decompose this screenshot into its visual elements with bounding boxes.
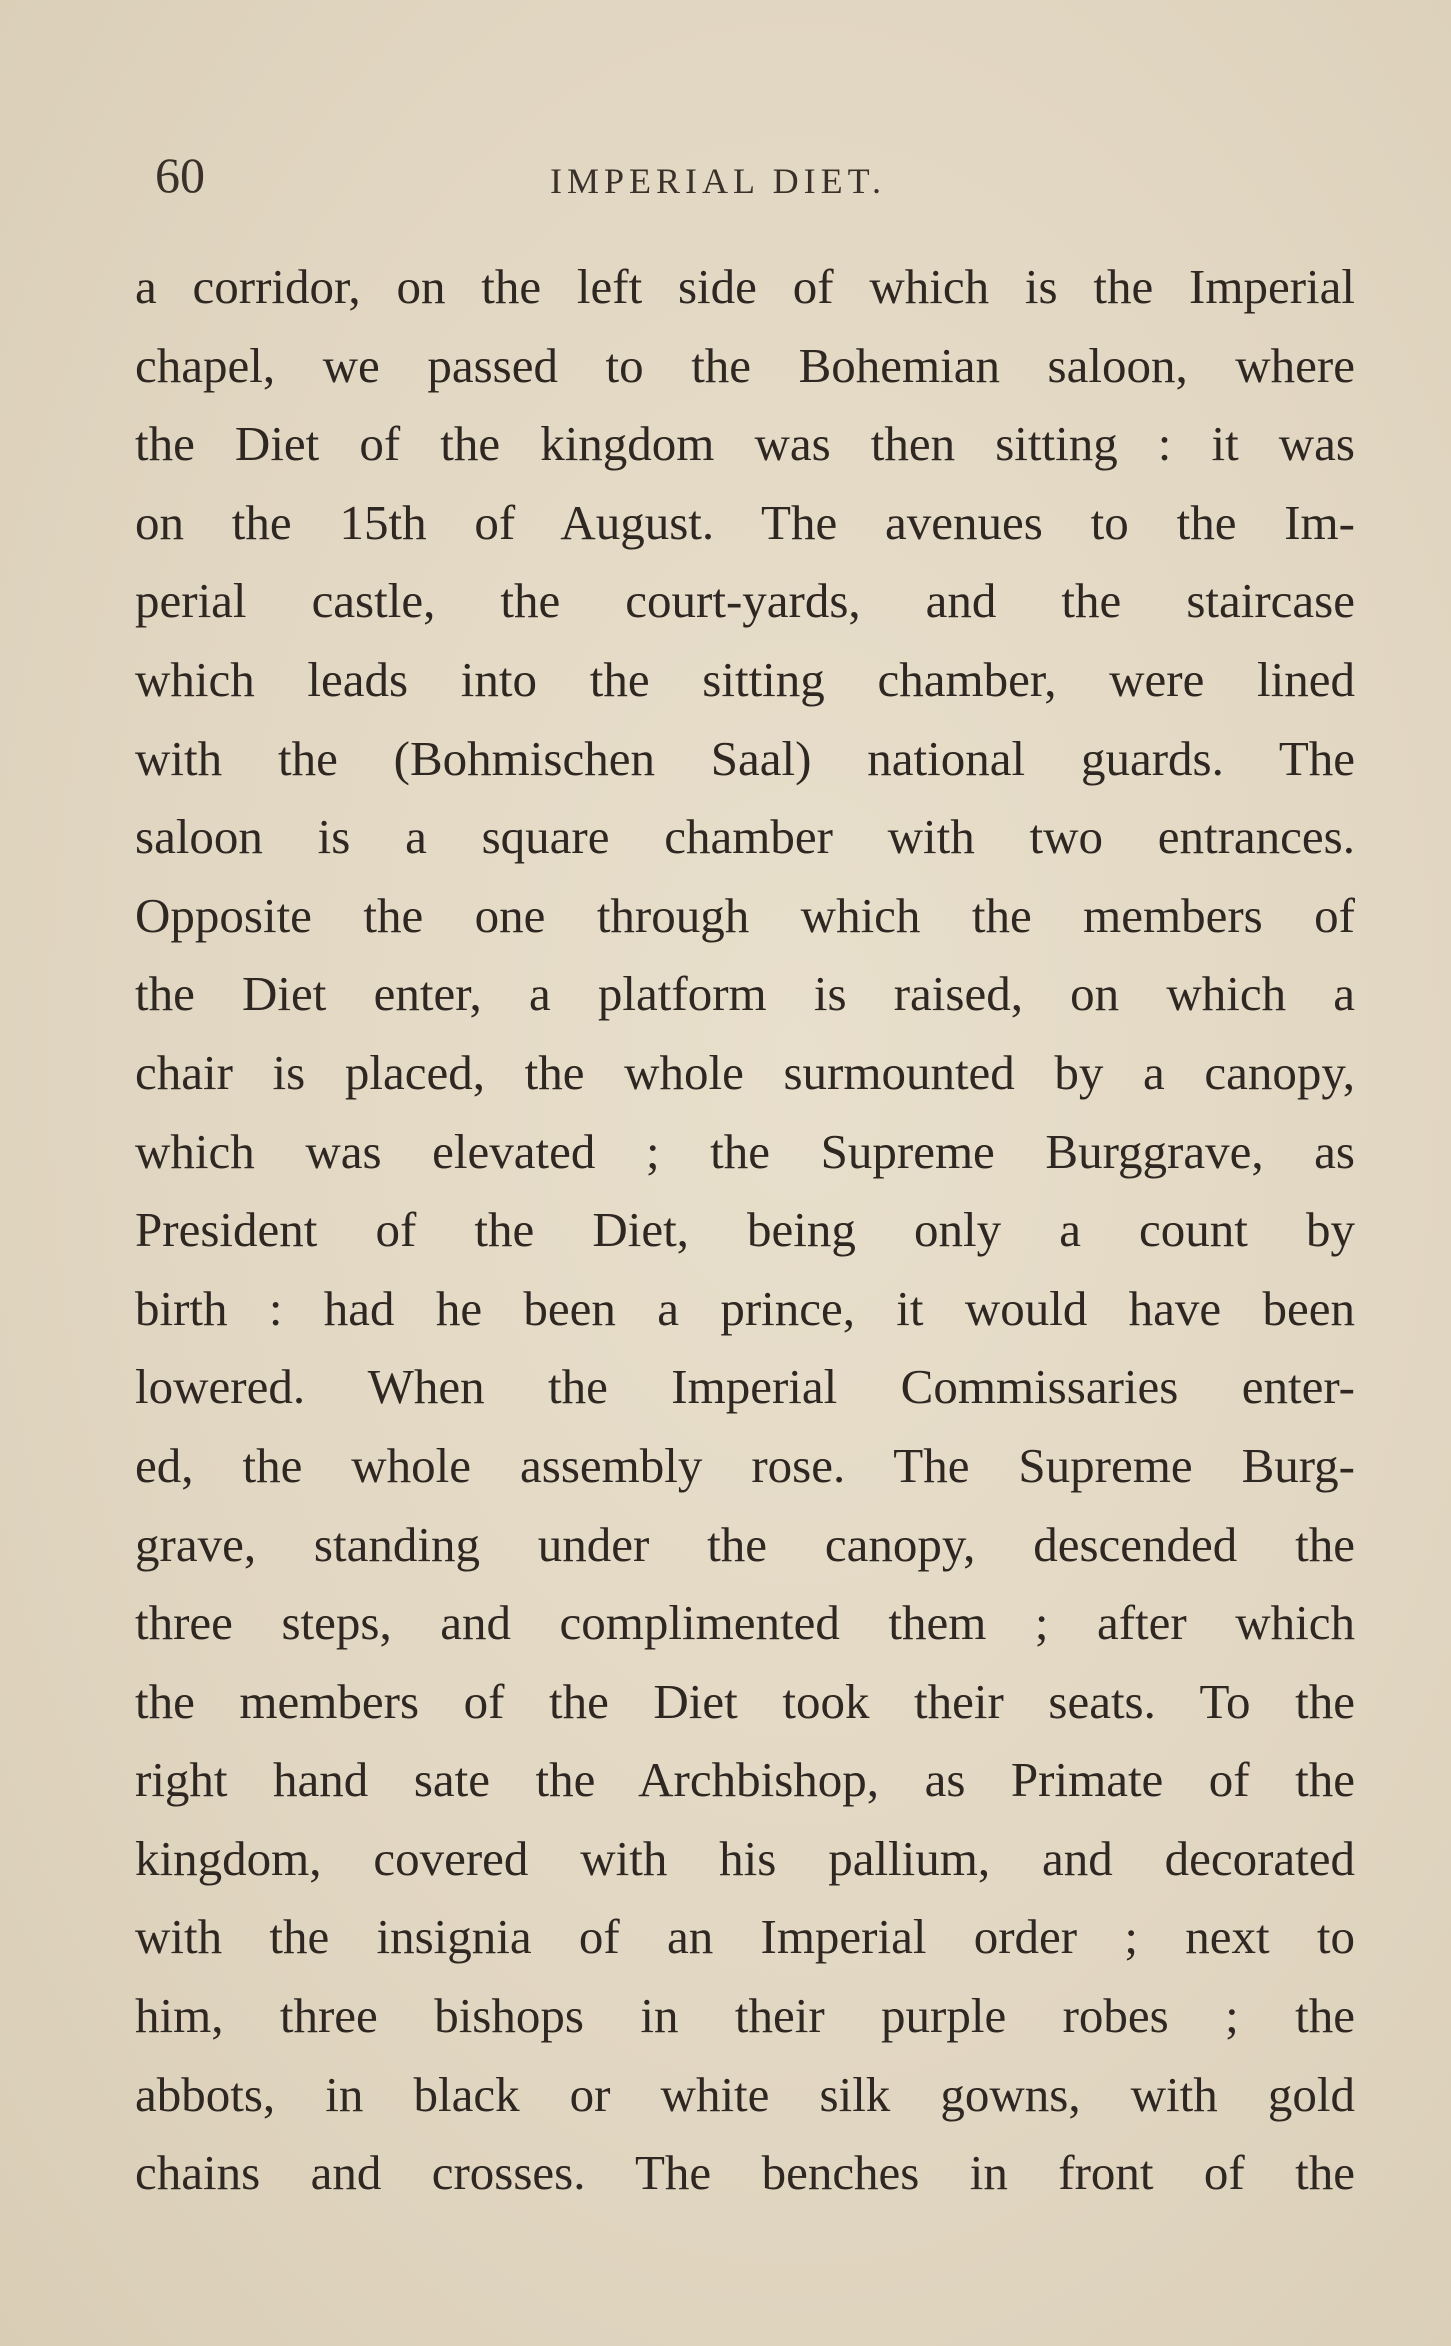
text-line: with the (Bohmischen Saal) national guards. The (135, 730, 1355, 786)
text-line: the Diet enter, a platform is raised, on which a (135, 966, 1355, 1022)
text-line: perial castle, the court-yards, and the staircase (135, 573, 1355, 629)
text-line: a corridor, on the left side of which is the Imperial (135, 259, 1355, 314)
running-title: IMPERIAL DIET. (550, 161, 886, 201)
text-line: which leads into the sitting chamber, were lined (135, 651, 1355, 707)
text-line: chapel, we passed to the Bohemian saloon, where (135, 337, 1355, 393)
text-line: President of the Diet, being only a count by (135, 1202, 1355, 1258)
text-line: grave, standing under the canopy, descended the (135, 1516, 1355, 1572)
running-head (155, 140, 1335, 210)
text-line: the Diet of the kingdom was then sitting : it was (135, 416, 1355, 472)
body-text (135, 248, 1355, 2213)
page-number: 60 (155, 147, 205, 203)
text-line: birth : had he been a prince, it would have been (135, 1280, 1355, 1336)
text-line: ed, the whole assembly rose. The Supreme Burg- (135, 1437, 1355, 1493)
text-line: kingdom, covered with his pallium, and decorated (135, 1830, 1355, 1886)
text-line: on the 15th of August. The avenues to the Im- (135, 494, 1355, 550)
text-line: Opposite the one through which the members of (135, 887, 1355, 943)
text-line: chair is placed, the whole surmounted by a canopy, (135, 1044, 1355, 1100)
text-line: lowered. When the Imperial Commissaries enter- (135, 1359, 1355, 1415)
text-line: with the insignia of an Imperial order ; next to (135, 1909, 1355, 1965)
text-line: chains and crosses. The benches in front of the (135, 2145, 1355, 2201)
text-line: right hand sate the Archbishop, as Primate of the (135, 1752, 1355, 1808)
text-line: him, three bishops in their purple robes ; the (135, 1988, 1355, 2044)
text-line: the members of the Diet took their seats. To the (135, 1673, 1355, 1729)
text-line: three steps, and complimented them ; after which (135, 1595, 1355, 1651)
text-line: abbots, in black or white silk gowns, with gold (135, 2066, 1355, 2122)
text-line: which was elevated ; the Supreme Burggrave, as (135, 1123, 1355, 1179)
text-line: saloon is a square chamber with two entrances. (135, 809, 1355, 865)
